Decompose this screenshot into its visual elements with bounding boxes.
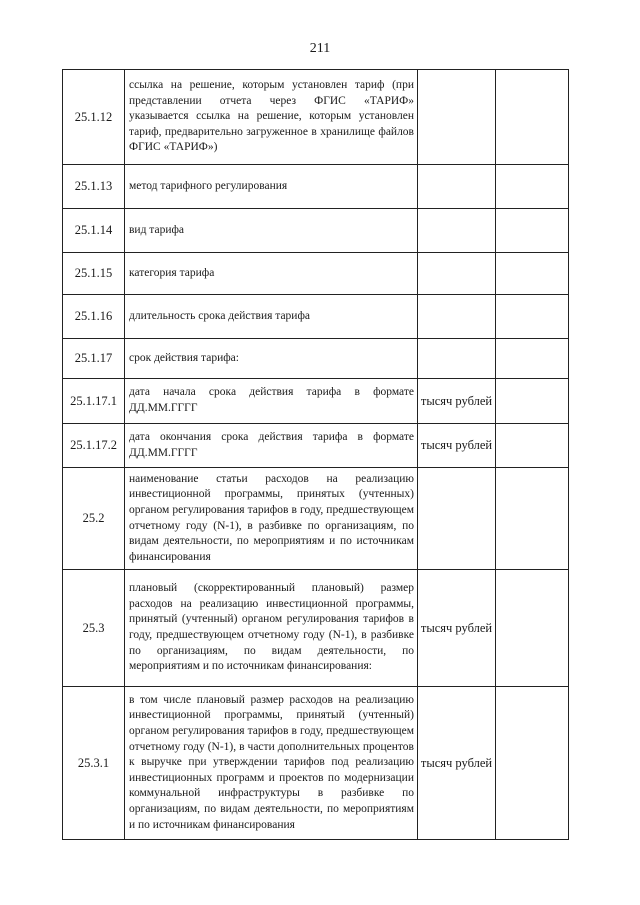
table-row	[63, 687, 569, 840]
row-value-cell	[496, 424, 569, 468]
row-number: 25.1.17	[63, 339, 125, 379]
table-row	[63, 295, 569, 339]
row-unit: тысяч рублей	[418, 570, 496, 687]
row-description: плановый (скорректированный плановый) размер расходов на реализацию инвестиционной программы, принятый (учтенный) органом регулирования тарифов в году, предшествующем отчетному году (N-1), в разбивке по организациям, по видам деятельности, по мероприятиям и по источникам финансирования:	[125, 570, 418, 687]
row-number: 25.1.13	[63, 165, 125, 209]
row-value-cell	[496, 70, 569, 165]
row-description: длительность срока действия тарифа	[125, 295, 418, 339]
row-value-cell	[496, 295, 569, 339]
row-number: 25.1.16	[63, 295, 125, 339]
row-value-cell	[496, 687, 569, 840]
row-number: 25.1.17.2	[63, 424, 125, 468]
page-number: 211	[309, 41, 331, 56]
row-unit	[418, 339, 496, 379]
row-number: 25.1.12	[63, 70, 125, 165]
row-description: дата окончания срока действия тарифа в формате ДД.ММ.ГГГГ	[125, 424, 418, 468]
row-unit	[418, 253, 496, 295]
table-row	[63, 379, 569, 424]
row-description: наименование статьи расходов на реализацию инвестиционной программы, принятых (учтенных) органом регулирования тарифов в году, предшествующем отчетному году (N-1), в разбивке по организациям, по видам деятельности, по мероприятиям и по источникам финансирования	[125, 468, 418, 570]
table-row	[63, 253, 569, 295]
table-row	[63, 468, 569, 570]
row-number: 25.2	[63, 468, 125, 570]
row-number: 25.1.14	[63, 209, 125, 253]
row-value-cell	[496, 468, 569, 570]
table-row	[63, 70, 569, 165]
row-unit	[418, 468, 496, 570]
row-description: ссылка на решение, которым установлен тариф (при представлении отчета через ФГИС «ТАРИФ» указывается ссылка на решение, которым установлен тариф, предварительно загруженное в хранилище файлов ФГИС «ТАРИФ»)	[125, 70, 418, 165]
row-description: категория тарифа	[125, 253, 418, 295]
row-description: в том числе плановый размер расходов на реализацию инвестиционной программы, принятый (учтенный) органом регулирования тарифов в году, предшествующем отчетному году (N-1), в части дополнительных процентов к выручке при утверждении тарифов под реализацию инвестиционных программ и проектов по модернизации коммунальной инфраструктуры в разбивке по организациям, по видам деятельности, по мероприятиям и по источникам финансирования	[125, 687, 418, 840]
row-value-cell	[496, 209, 569, 253]
row-number: 25.3.1	[63, 687, 125, 840]
row-description: дата начала срока действия тарифа в формате ДД.ММ.ГГГГ	[125, 379, 418, 424]
row-number: 25.1.15	[63, 253, 125, 295]
row-unit: тысяч рублей	[418, 379, 496, 424]
row-unit	[418, 295, 496, 339]
row-number: 25.3	[63, 570, 125, 687]
row-value-cell	[496, 339, 569, 379]
row-description: срок действия тарифа:	[125, 339, 418, 379]
row-unit	[418, 209, 496, 253]
row-value-cell	[496, 253, 569, 295]
row-description: метод тарифного регулирования	[125, 165, 418, 209]
table-row	[63, 165, 569, 209]
table-row	[63, 570, 569, 687]
row-value-cell	[496, 379, 569, 424]
table-row	[63, 209, 569, 253]
row-number: 25.1.17.1	[63, 379, 125, 424]
requirements-table	[62, 69, 569, 840]
row-unit	[418, 165, 496, 209]
row-description: вид тарифа	[125, 209, 418, 253]
row-unit: тысяч рублей	[418, 424, 496, 468]
row-value-cell	[496, 165, 569, 209]
table-row	[63, 339, 569, 379]
row-unit: тысяч рублей	[418, 687, 496, 840]
row-value-cell	[496, 570, 569, 687]
table-row	[63, 424, 569, 468]
row-unit	[418, 70, 496, 165]
